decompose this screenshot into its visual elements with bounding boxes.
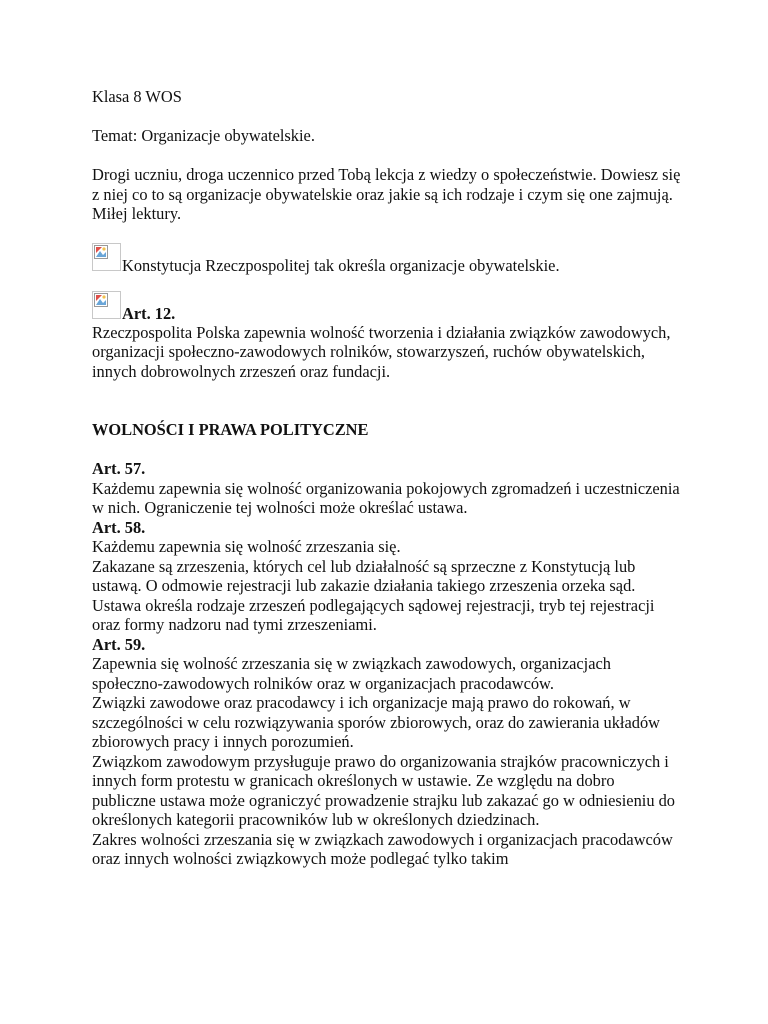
art58-title: Art. 58. xyxy=(92,517,146,537)
art58-paragraph-3: Ustawa określa rodzaje zrzeszeń podlegających sądowej rejestracji, tryb tej rejestracji oraz formy nadzoru nad tymi zrzeszeniami. xyxy=(92,595,655,634)
art59-paragraph-4: Zakres wolności zrzeszania się w związkach zawodowych i organizacjach pracodawców oraz innych wolności związkowych może podlegać tylko takim xyxy=(92,829,673,868)
constitution-intro-line xyxy=(92,243,682,275)
broken-image-icon xyxy=(92,291,121,319)
art57-title: Art. 57. xyxy=(92,459,146,478)
section-heading: WOLNOŚCI I PRAWA POLITYCZNE xyxy=(92,420,369,439)
art12-title-line xyxy=(92,291,682,323)
art59-paragraph-2: Związki zawodowe oraz pracodawcy i ich organizacje mają prawo do rokowań, w szczególności w celu rozwiązywania sporów zbiorowych, oraz do zawierania układów zbiorowych pracy i innych porozumień. xyxy=(92,693,660,751)
art59-paragraph-1: Zapewnia się wolność zrzeszania się w związkach zawodowych, organizacjach społeczno-zawodowych rolników oraz w organizacjach pracodawców. xyxy=(92,654,611,693)
art12-title: Art. 12. xyxy=(122,303,176,323)
art59-title: Art. 59. xyxy=(92,634,146,654)
lesson-topic: Temat: Organizacje obywatelskie. xyxy=(92,126,315,145)
art57-text: Każdemu zapewnia się wolność organizowania pokojowych zgromadzeń i uczestniczenia w nich. Ograniczenie tej wolności może określać ustawa. xyxy=(92,478,680,517)
broken-image-icon xyxy=(92,243,121,271)
art58-paragraph-1: Każdemu zapewnia się wolność zrzeszania się. xyxy=(92,537,401,556)
intro-paragraph: Drogi uczniu, droga uczennico przed Tobą lekcja z wiedzy o społeczeństwie. Dowiesz się z niej co to są organizacje obywatelskie oraz jakie są ich rodzaje i czym się one zajmują. Miłej lektury. xyxy=(92,165,681,223)
class-label: Klasa 8 WOS xyxy=(92,87,182,106)
art58-paragraph-2: Zakazane są zrzeszenia, których cel lub działalność są sprzeczne z Konstytucją lub ustawą. O odmowie rejestracji lub zakazie działania takiego zrzeszenia orzeka sąd. xyxy=(92,556,636,595)
constitution-line-text: Konstytucja Rzeczpospolitej tak określa organizacje obywatelskie. xyxy=(122,256,560,275)
art59-paragraph-3: Związkom zawodowym przysługuje prawo do organizowania strajków pracowniczych i innych form protestu w granicach określonych w ustawie. Ze względu na dobro publiczne ustawa może ograniczyć prowadzenie strajku lub zakazać go w odniesieniu do określonych kategorii pracowników lub w określonych dziedzinach. xyxy=(92,751,676,829)
document-page xyxy=(92,87,682,869)
art12-text: Rzeczpospolita Polska zapewnia wolność tworzenia i działania związków zawodowych, organizacji społeczno-zawodowych rolników, stowarzyszeń, ruchów obywatelskich, innych dobrowolnych zrzeszeń oraz fundacji. xyxy=(92,322,671,381)
